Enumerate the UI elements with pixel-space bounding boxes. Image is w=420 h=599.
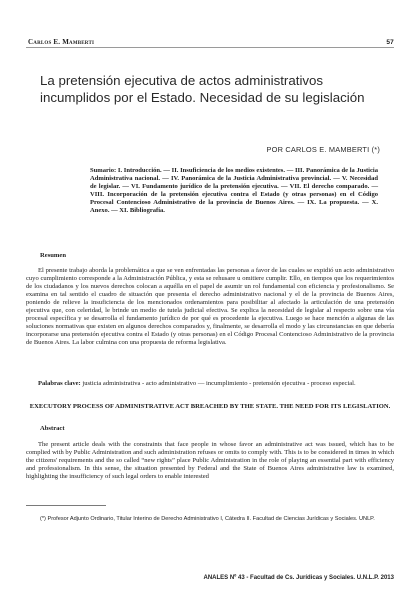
running-header-author: Carlos E. Mamberti: [28, 38, 95, 46]
running-header: [28, 38, 394, 46]
article-summary: Sumario: I. Introducción. — II. Insuficiencia de los medios existentes. — III. Panorámica de la Justicia Administrativa nacional. — IV. Panorámica de la Justicia Administrativa provincial. — V. Necesidad de legislar. — VI. Fundamento jurídico de la pretensión ejecutiva. — VII. El derecho comparado. — VIII. Incorporación de la pretensión ejecutiva contra el Estado (y otras personas) en el Código Procesal Contencioso Administrativo de la provincia de Buenos Aires. — IX. La propuesta. — X. Anexo. — XI. Bibliografía.: [90, 167, 378, 215]
author-byline: POR CARLOS E. MAMBERTI (*): [266, 145, 380, 154]
abstract-heading: Abstract: [40, 425, 65, 432]
resumen-heading: Resumen: [40, 252, 67, 259]
page-number: 57: [386, 39, 394, 46]
footnote-divider: [26, 505, 106, 506]
keywords-label: Palabras clave:: [38, 380, 81, 387]
author-footnote: (*) Profesor Adjunto Ordinario, Titular Interino de Derecho Administrativo I, Cátedra II. Facultad de Ciencias Jurídicas y Sociales. UNLP.: [40, 516, 375, 522]
article-title: La pretensión ejecutiva de actos administrativos incumplidos por el Estado. Necesidad de su legislación: [40, 73, 365, 105]
keywords: [26, 380, 394, 388]
keywords-text: justicia administrativa - acto administrativo — incumplimiento - pretensión ejecutiva - proceso especial.: [82, 380, 356, 387]
running-footer: ANALES Nº 43 - Facultad de Cs. Jurídicas y Sociales. U.N.L.P. 2013: [203, 575, 394, 581]
header-divider: [26, 47, 394, 48]
abstract-text: The present article deals with the constraints that face people in whose favor an administrative act was issued, which has to be complied with by Public Administration and such administration refuses or omits to comply with. This is to be considered in times in which the citizens' requirements and the so called “new rights” place Public Administration in the role of playing an essential part with efficiency and professionalism. In this sense, the situation presented by Federal and the State of Buenos Aires administrative law is examined, highlighting the insufficiency of such legal orders to enable interested: [26, 441, 394, 480]
english-title: EXECUTORY PROCESS OF ADMINISTRATIVE ACT BREACHED BY THE STATE. THE NEED FOR ITS LEGISLATION.: [29, 403, 391, 410]
resumen-text: El presente trabajo aborda la problemática a que se ven enfrentadas las personas a favor de las cuales se expidió un acto administrativo cuyo cumplimiento corresponde a la Administración Pública, y esta se rehusare u omitiere cumplir. Ello, en tiempos que los requerimientos de los ciudadanos y los nuevos derechos colocan a aquélla en el papel de asumir un rol fundamental con eficiencia y profesionalismo. Se examina en tal sentido el cuadro de situación que presenta el derecho administrativo nacional y el de la provincia de Buenos Aires, poniendo de relieve la insuficiencia de los mencionados ordenamientos para posibilitar al afectado la articulación de una pretensión ejecutiva que, con celeridad, le brinde un medio de tutela judicial efectiva. Se explica la necesidad de legislar al respecto sobre una vía procesal específica y se desarrolla el fundamento jurídico de por qué es procedente la ejecutiva. Luego se hace mención a algunas de las soluciones normativas que existen en algunos derechos comparados y, finalmente, se desarrolla el modo y las circunstancias en que debería incorporarse una pretensión ejecutiva contra el Estado (y otras personas) en el Código Procesal Contencioso Administrativo de la provincia de Buenos Aires. La labor culmina con una propuesta de reforma legislativa.: [26, 267, 394, 346]
